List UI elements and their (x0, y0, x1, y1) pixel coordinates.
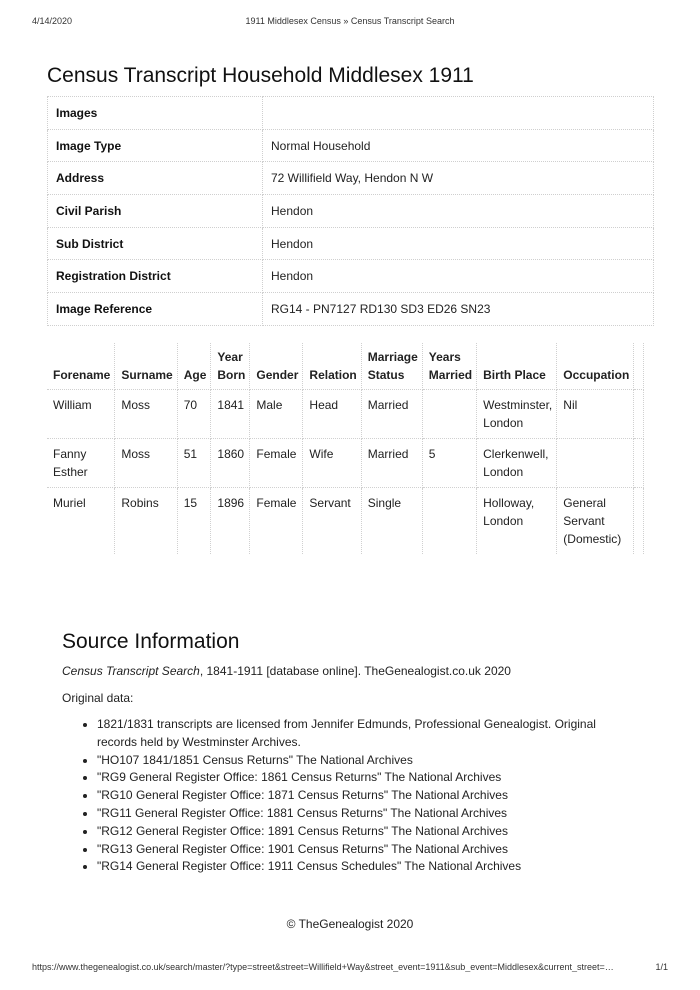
cell-marriage-status: Single (361, 487, 422, 554)
info-row-registration-district (48, 260, 654, 293)
citation-details: , 1841-1911 [database online]. TheGenealogist.co.uk 2020 (199, 664, 511, 678)
cell-forename (47, 438, 115, 487)
citation-database-name: Census Transcript Search (62, 664, 200, 678)
source-list (62, 716, 622, 876)
info-row-sub-district (48, 227, 654, 260)
table-row (47, 389, 644, 438)
cell-marriage-status: Married (361, 438, 422, 487)
cell-occupation (557, 487, 634, 554)
cell-birth-place (477, 487, 557, 554)
info-value: Hendon (263, 227, 654, 260)
print-url: https://www.thegenealogist.co.uk/search/master/?type=street&street=Willifield+Way&street_event=1911&sub_event=Middlesex&current_street=… (32, 962, 614, 972)
table-row (47, 487, 644, 554)
cell-year-born: 1896 (211, 487, 250, 554)
info-label: Registration District (48, 260, 263, 293)
household-info-table (47, 96, 654, 326)
info-row-image-type (48, 129, 654, 162)
info-row-image-reference (48, 293, 654, 326)
table-row (47, 438, 644, 487)
info-value: 72 Willifield Way, Hendon N W (263, 162, 654, 195)
cell-age: 51 (177, 438, 211, 487)
cell-years-married (422, 389, 476, 438)
source-information-heading: Source Information (62, 630, 240, 653)
col-header-year-born-line1: Year (217, 349, 243, 364)
cell-surname: Moss (115, 389, 177, 438)
household-members-table (47, 343, 644, 554)
col-header-marriage-status-line1: Marriage (367, 349, 418, 364)
cell-forename-line2: Esther (53, 464, 88, 479)
col-header-relation: Relation (303, 343, 361, 389)
info-value: Hendon (263, 195, 654, 228)
cell-years-married (422, 487, 476, 554)
cell-occupation-line1: General (563, 495, 606, 510)
col-header-age: Age (177, 343, 211, 389)
source-citation (62, 664, 511, 678)
cell-forename-line1: Fanny (53, 446, 87, 461)
list-item: • "RG14 General Register Office: 1911 Census Schedules" The National Archives (97, 858, 622, 876)
col-header-gender: Gender (250, 343, 303, 389)
cell-forename (47, 389, 115, 438)
list-item: • "RG9 General Register Office: 1861 Census Returns" The National Archives (97, 769, 622, 787)
cell-birth-place-line2: London (483, 513, 524, 528)
copyright-notice: © TheGenealogist 2020 (286, 917, 414, 931)
cell-spacer (634, 487, 644, 554)
cell-age: 15 (177, 487, 211, 554)
cell-birth-place-line1: Holloway, (483, 495, 535, 510)
list-item: • "RG13 General Register Office: 1901 Census Returns" The National Archives (97, 841, 622, 859)
col-header-spacer (634, 343, 644, 389)
cell-gender: Female (250, 487, 303, 554)
list-item: • "RG12 General Register Office: 1891 Census Returns" The National Archives (97, 823, 622, 841)
info-label: Sub District (48, 227, 263, 260)
info-label: Civil Parish (48, 195, 263, 228)
cell-year-born: 1860 (211, 438, 250, 487)
info-value: RG14 - PN7127 RD130 SD3 ED26 SN23 (263, 293, 654, 326)
col-header-marriage-status-line2: Status (367, 367, 405, 382)
print-header (32, 16, 668, 30)
cell-forename-line1: William (53, 397, 92, 412)
cell-surname: Moss (115, 438, 177, 487)
cell-gender: Female (250, 438, 303, 487)
cell-forename (47, 487, 115, 554)
info-row-civil-parish (48, 195, 654, 228)
list-item: • 1821/1831 transcripts are licensed from Jennifer Edmunds, Professional Genealogist. Original records held by Westminster Archives. (97, 716, 622, 752)
cell-occupation-line2: Servant (563, 513, 605, 528)
col-header-years-married-line1: Years (428, 349, 461, 364)
cell-surname: Robins (115, 487, 177, 554)
cell-occupation-line3: (Domestic) (563, 531, 622, 546)
list-item: • "RG11 General Register Office: 1881 Census Returns" The National Archives (97, 805, 622, 823)
list-item: • "HO107 1841/1851 Census Returns" The National Archives (97, 752, 622, 770)
cell-birth-place-line1: Westminster, (483, 397, 553, 412)
info-row-images (48, 97, 654, 130)
cell-birth-place-line1: Clerkenwell, (483, 446, 549, 461)
cell-relation: Wife (303, 438, 361, 487)
cell-occupation (557, 438, 634, 487)
cell-spacer (634, 438, 644, 487)
info-value: Hendon (263, 260, 654, 293)
cell-years-married: 5 (422, 438, 476, 487)
page-title: Census Transcript Household Middlesex 1911 (47, 64, 474, 87)
col-header-years-married (422, 343, 476, 389)
col-header-years-married-line2: Married (428, 367, 473, 382)
cell-age: 70 (177, 389, 211, 438)
col-header-marriage-status (361, 343, 422, 389)
info-label: Address (48, 162, 263, 195)
cell-forename-line1: Muriel (53, 495, 86, 510)
info-label: Image Reference (48, 293, 263, 326)
info-row-address (48, 162, 654, 195)
col-header-year-born (211, 343, 250, 389)
cell-relation: Head (303, 389, 361, 438)
household-header-row (47, 343, 644, 389)
print-page-count: 1/1 (655, 962, 668, 972)
cell-spacer (634, 389, 644, 438)
cell-occupation-line1: Nil (563, 397, 578, 412)
original-data-label: Original data: (62, 691, 134, 705)
col-header-year-born-line2: Born (217, 367, 246, 382)
cell-birth-place (477, 438, 557, 487)
cell-birth-place-line2: London (483, 415, 524, 430)
col-header-forename: Forename (47, 343, 115, 389)
print-doc-title: 1911 Middlesex Census » Census Transcript Search (245, 16, 455, 26)
list-item: • "RG10 General Register Office: 1871 Census Returns" The National Archives (97, 787, 622, 805)
col-header-surname: Surname (115, 343, 177, 389)
cell-birth-place (477, 389, 557, 438)
cell-year-born: 1841 (211, 389, 250, 438)
cell-gender: Male (250, 389, 303, 438)
info-value (263, 97, 654, 130)
col-header-birth-place: Birth Place (477, 343, 557, 389)
print-date: 4/14/2020 (32, 16, 73, 26)
print-footer (32, 962, 668, 976)
col-header-occupation: Occupation (557, 343, 634, 389)
cell-relation: Servant (303, 487, 361, 554)
info-label: Images (48, 97, 263, 130)
cell-occupation (557, 389, 634, 438)
info-value: Normal Household (263, 129, 654, 162)
info-label: Image Type (48, 129, 263, 162)
cell-marriage-status: Married (361, 389, 422, 438)
cell-birth-place-line2: London (483, 464, 524, 479)
